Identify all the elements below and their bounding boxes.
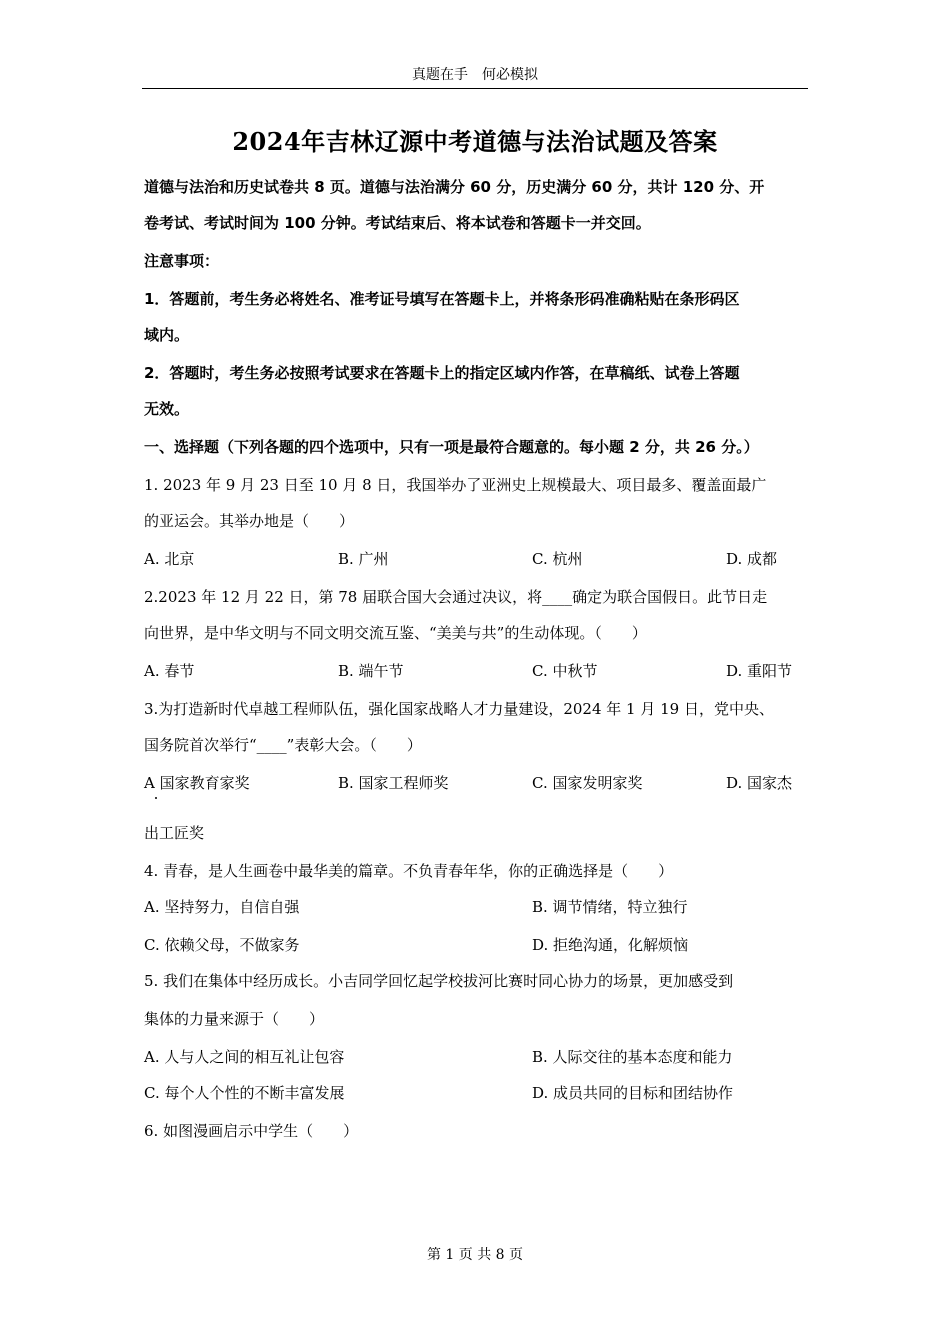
question-1-option-b: B. 广州: [338, 550, 389, 568]
question-2-option-d: D. 重阳节: [726, 662, 793, 680]
question-5-option-b: B. 人际交往的基本态度和能力: [532, 1048, 733, 1066]
question-1-line-2: 的亚运会。其举办地是（ ）: [144, 512, 355, 530]
question-1-line-1: 1. 2023 年 9 月 23 日至 10 月 8 日，我国举办了亚洲史上规模最大、项目最多、覆盖面最广: [144, 476, 767, 494]
notice-item-1-cont: 域内。: [144, 326, 190, 344]
question-3-option-d-cont: 出工匠奖: [144, 824, 205, 842]
question-4-option-d: D. 拒绝沟通，化解烦恼: [532, 936, 689, 954]
question-2-option-b: B. 端午节: [338, 662, 404, 680]
question-3-line-1: 3.为打造新时代卓越工程师队伍，强化国家战略人才力量建设，2024 年 1 月 19 日，党中央、: [144, 700, 774, 718]
question-3-option-a: A 国家教育家奖: [144, 774, 250, 792]
question-2-option-a: A. 春节: [144, 662, 195, 680]
question-2-line-2: 向世界，是中华文明与不同文明交流互鉴、“美美与共”的生动体现。（ ）: [144, 624, 647, 642]
document-title: 2024年吉林辽源中考道德与法治试题及答案: [232, 127, 718, 156]
question-2-line-1: 2.2023 年 12 月 22 日，第 78 届联合国大会通过决议，将____确定为联合国假日。此节日走: [144, 588, 768, 606]
question-4-option-a: A. 坚持努力，自信自强: [144, 898, 300, 916]
question-4-option-c: C. 依赖父母，不做家务: [144, 936, 300, 954]
intro-line-1: 道德与法治和历史试卷共 8 页。道德与法治满分 60 分，历史满分 60 分，共计 120 分、开: [144, 178, 765, 196]
question-5-line-2: 集体的力量来源于（ ）: [144, 1010, 325, 1028]
intro-line-2: 卷考试、考试时间为 100 分钟。考试结束后、将本试卷和答题卡一并交回。: [144, 214, 651, 232]
question-5-line-1: 5. 我们在集体中经历成长。小吉同学回忆起学校拔河比赛时同心协力的场景，更加感受到: [144, 972, 734, 990]
question-4-line-1: 4. 青春，是人生画卷中最华美的篇章。不负青春年华，你的正确选择是（ ）: [144, 862, 674, 880]
notice-heading: 注意事项：: [144, 252, 220, 270]
question-6-line-1: 6. 如图漫画启示中学生（ ）: [144, 1122, 359, 1140]
stray-dot-mark: [155, 797, 157, 799]
question-5-option-a: A. 人与人之间的相互礼让包容: [144, 1048, 345, 1066]
question-3-option-d: D. 国家杰: [726, 774, 793, 792]
question-5-option-c: C. 每个人个性的不断丰富发展: [144, 1084, 345, 1102]
question-4-option-b: B. 调节情绪，特立独行: [532, 898, 688, 916]
question-3-line-2: 国务院首次举行“____”表彰大会。（ ）: [144, 736, 422, 754]
question-3-option-c: C. 国家发明家奖: [532, 774, 643, 792]
question-1-option-a: A. 北京: [144, 550, 195, 568]
question-1-option-d: D. 成都: [726, 550, 778, 568]
notice-item-2-cont: 无效。: [144, 400, 190, 418]
question-1-option-c: C. 杭州: [532, 550, 583, 568]
notice-item-2: 2．答题时，考生务必按照考试要求在答题卡上的指定区域内作答，在草稿纸、试卷上答题: [144, 364, 740, 382]
page-footer: 第 1 页 共 8 页: [426, 1247, 524, 1263]
page-header-slogan: 真题在手 何必模拟: [412, 67, 538, 83]
question-5-option-d: D. 成员共同的目标和团结协作: [532, 1084, 734, 1102]
section-heading: 一、选择题（下列各题的四个选项中，只有一项是最符合题意的。每小题 2 分，共 26 分。）: [144, 438, 759, 456]
notice-item-1: 1．答题前，考生务必将姓名、准考证号填写在答题卡上，并将条形码准确粘贴在条形码区: [144, 290, 740, 308]
question-3-option-b: B. 国家工程师奖: [338, 774, 449, 792]
header-divider: [142, 88, 808, 89]
question-2-option-c: C. 中秋节: [532, 662, 598, 680]
